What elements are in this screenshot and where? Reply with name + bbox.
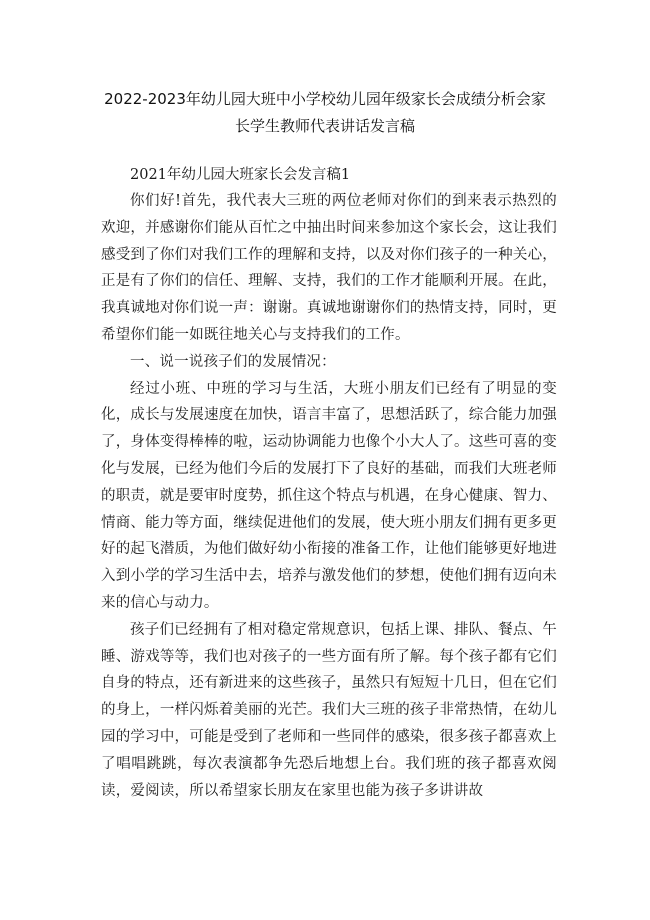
paragraph-routines: 孩子们已经拥有了相对稳定常规意识，包括上课、排队、餐点、午睡、游戏等等，我们也对孩子的一些方面有所了解。每个孩子都有它们自身的特点，还有新进来的这些孩子，虽然只有短短十几日，但在它们的身上，一样闪烁着美丽的光芒。我们大三班的孩子非常热情，在幼儿园的学习中，可能是受到了老师和一些同伴的感染，很多孩子都喜欢上了唱唱跳跳，每次表演都争先恐后地想上台。我们班的孩子都喜欢阅读，爱阅读，所以希望家长朋友在家里也能为孩子多讲讲故	[101, 621, 557, 799]
document-body	[101, 162, 557, 804]
document-title-line-2: 长学生教师代表讲话发言稿	[234, 117, 415, 135]
paragraph-development: 经过小班、中班的学习与生活，大班小朋友们已经有了明显的变化，成长与发展速度在加快，语言丰富了，思想活跃了，综合能力加强了，身体变得棒棒的啦，运动协调能力也像个小大人了。这些可喜的变化与发展，已经为他们今后的发展打下了良好的基础，而我们大班老师的职责，就是要审时度势，抓住这个特点与机遇，在身心健康、智力、情商、能力等方面，继续促进他们的发展，使大班小朋友们拥有更多更好的起飞潜质，为他们做好幼小衔接的准备工作，让他们能够更好地进入到小学的学习生活中去，培养与激发他们的梦想，使他们拥有迈向未来的信心与动力。	[101, 380, 557, 611]
paragraph-greeting: 你们好!首先，我代表大三班的两位老师对你们的到来表示热烈的欢迎，并感谢你们能从百忙之中抽出时间来参加这个家长会，这让我们感受到了你们对我们工作的理解和支持，以及对你们孩子的一种关心，正是有了你们的信任、理解、支持，我们的工作才能顺利开展。在此，我真诚地对你们说一声：谢谢。真诚地谢谢你们的热情支持，同时，更希望你们能一如既往地关心与支持我们的工作。	[101, 193, 557, 343]
section-subheading: 2021年幼儿园大班家长会发言稿1	[130, 167, 351, 183]
document-title-line-1: 2022-2023年幼儿园大班中小学校幼儿园年级家长会成绩分析会家	[104, 90, 546, 108]
section-heading-development: 一、说一说孩子们的发展情况：	[130, 353, 336, 370]
